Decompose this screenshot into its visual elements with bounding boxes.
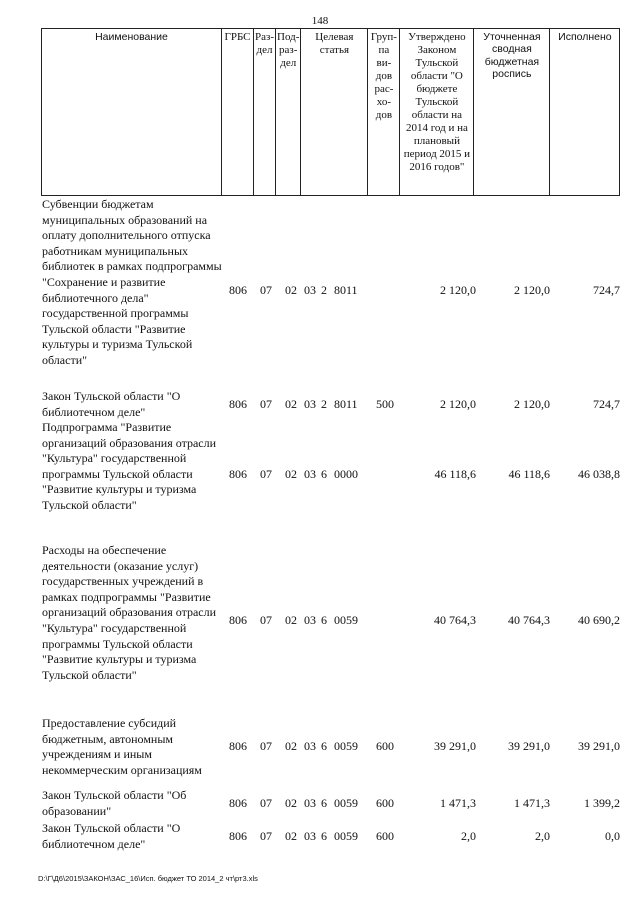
row-approved: 39 291,0 [434, 739, 476, 753]
row-target-part1: 03 [304, 397, 316, 411]
row-updated: 1 471,3 [514, 796, 550, 810]
row-updated: 39 291,0 [508, 739, 550, 753]
row-approved: 2 120,0 [440, 283, 476, 297]
row-grbs: 806 [229, 467, 247, 481]
row-target-part3: 0059 [334, 829, 358, 843]
row-name: Закон Тульской области "О библиотечном деле" [42, 821, 181, 851]
row-updated: 2 120,0 [514, 397, 550, 411]
row-razdel: 07 [260, 397, 272, 411]
col-header-approved: Утверждено Законом Тульской области "О бюджете Тульской области на 2014 год и на плановый период 2015 и 2016 годов" [400, 29, 474, 196]
row-grbs: 806 [229, 283, 247, 297]
row-podrazdel: 02 [285, 829, 297, 843]
row-executed: 724,7 [593, 397, 620, 411]
row-target-part2: 6 [321, 467, 327, 481]
row-grbs: 806 [229, 796, 247, 810]
row-name: Подпрограмма "Развитие организаций образования отрасли "Культура" государственной программы Тульской области "Развитие культуры и туризма Тульской области" [42, 420, 217, 512]
row-target-part1: 03 [304, 829, 316, 843]
row-target-part1: 03 [304, 467, 316, 481]
row-razdel: 07 [260, 613, 272, 627]
row-target-part2: 6 [321, 796, 327, 810]
row-razdel: 07 [260, 467, 272, 481]
col-header-updated: Уточненная сводная бюджетная роспись [474, 29, 550, 196]
row-target-part1: 03 [304, 613, 316, 627]
row-target-part3: 0059 [334, 613, 358, 627]
table-header [41, 28, 620, 196]
row-group: 600 [376, 796, 394, 810]
row-updated: 2 120,0 [514, 283, 550, 297]
row-razdel: 07 [260, 283, 272, 297]
row-target-part1: 03 [304, 283, 316, 297]
col-header-grbs: ГРБС [222, 29, 254, 196]
row-executed: 46 038,8 [578, 467, 620, 481]
row-podrazdel: 02 [285, 613, 297, 627]
row-target-part3: 0059 [334, 796, 358, 810]
row-name: Закон Тульской области "О библиотечном деле" [42, 389, 181, 419]
row-podrazdel: 02 [285, 397, 297, 411]
row-name: Субвенции бюджетам муниципальных образований на оплату дополнительного отпуска работникам муниципальных библиотек в рамках подпрограммы "Сохранение и развитие библиотечного дела" государственной программы Тульской области "Развитие культуры и туризма Тульской области" [42, 197, 222, 367]
row-executed: 39 291,0 [578, 739, 620, 753]
row-podrazdel: 02 [285, 796, 297, 810]
row-name: Закон Тульской области "Об образовании" [42, 788, 187, 818]
row-razdel: 07 [260, 829, 272, 843]
row-target-part2: 6 [321, 613, 327, 627]
row-executed: 724,7 [593, 283, 620, 297]
row-executed: 40 690,2 [578, 613, 620, 627]
row-group: 600 [376, 739, 394, 753]
row-executed: 1 399,2 [584, 796, 620, 810]
row-approved: 40 764,3 [434, 613, 476, 627]
row-target-part3: 8011 [334, 283, 358, 297]
row-target-part1: 03 [304, 796, 316, 810]
row-target-part2: 2 [321, 397, 327, 411]
row-approved: 2 120,0 [440, 397, 476, 411]
row-razdel: 07 [260, 739, 272, 753]
row-approved: 46 118,6 [434, 467, 476, 481]
row-executed: 0,0 [605, 829, 620, 843]
row-podrazdel: 02 [285, 283, 297, 297]
row-updated: 46 118,6 [508, 467, 550, 481]
col-header-executed: Исполнено [550, 29, 620, 196]
row-grbs: 806 [229, 397, 247, 411]
col-header-razdel: Раз- дел [254, 29, 276, 196]
row-grbs: 806 [229, 613, 247, 627]
row-target-part2: 6 [321, 739, 327, 753]
row-updated: 2,0 [535, 829, 550, 843]
row-target-part2: 2 [321, 283, 327, 297]
page-number: 148 [311, 15, 329, 27]
col-header-name: Наименование [42, 29, 222, 196]
col-header-podrazdel: Под- раз- дел [276, 29, 301, 196]
row-target-part3: 0000 [334, 467, 358, 481]
row-approved: 1 471,3 [440, 796, 476, 810]
row-podrazdel: 02 [285, 467, 297, 481]
col-header-gruppa: Груп- па ви- дов рас- хо- дов [368, 29, 400, 196]
row-podrazdel: 02 [285, 739, 297, 753]
row-target-part2: 6 [321, 829, 327, 843]
col-header-celevaya: Целевая статья [301, 29, 368, 196]
row-target-part1: 03 [304, 739, 316, 753]
row-target-part3: 8011 [334, 397, 358, 411]
row-group: 600 [376, 829, 394, 843]
row-grbs: 806 [229, 739, 247, 753]
row-updated: 40 764,3 [508, 613, 550, 627]
row-approved: 2,0 [461, 829, 476, 843]
row-grbs: 806 [229, 829, 247, 843]
file-path-footer: D:\Г\Д6\2015\ЗАКОН\ЗАС_16\Исп. бюджет ТО 2014_2 чт\рт3.xls [38, 874, 258, 883]
row-razdel: 07 [260, 796, 272, 810]
row-name: Предоставление субсидий бюджетным, автономным учреждениям и иным некоммерческим организациям [42, 716, 202, 777]
row-group: 500 [376, 397, 394, 411]
row-name: Расходы на обеспечение деятельности (оказание услуг) государственных учреждений в рамках подпрограммы "Развитие организаций образования отрасли "Культура" государственной программы Тульской области "Развитие культуры и туризма Тульской области" [42, 543, 217, 682]
row-target-part3: 0059 [334, 739, 358, 753]
